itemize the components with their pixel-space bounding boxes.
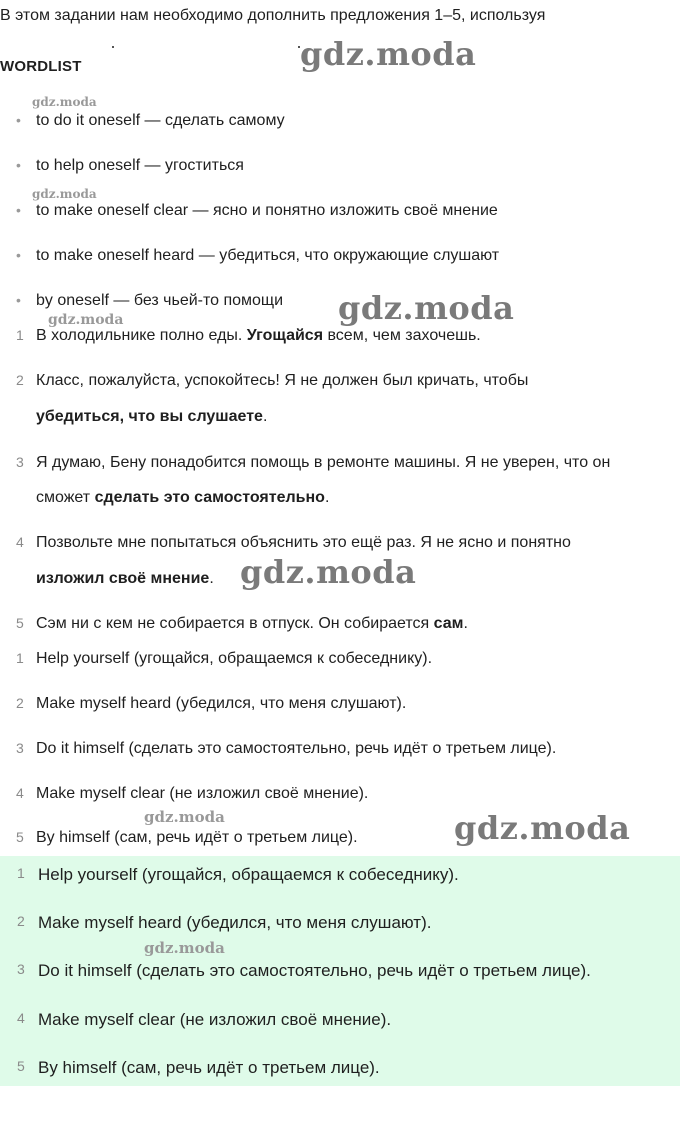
sentence-text: Класс, пожалуйста, успокойтесь! Я не должен был кричать, чтобы [36, 372, 529, 389]
bullet-icon: • [16, 112, 21, 128]
watermark: gdz.moda [144, 939, 225, 957]
watermark: gdz.moda [32, 187, 97, 201]
answer-number: 5 [17, 1058, 25, 1074]
sentence-text: В холодильнике полно еды. Угощайся всем, чем захочешь. [36, 327, 481, 344]
sentence-number: 4 [16, 534, 24, 550]
answer-text: Make myself clear (не изложил своё мнение). [38, 1010, 392, 1029]
watermark: gdz.moda [48, 312, 124, 328]
bullet-icon: • [16, 157, 21, 173]
sentence-number: 1 [16, 327, 24, 343]
answer-number: 1 [17, 865, 25, 881]
answer-text: By himself (сам, речь идёт о третьем лице). [38, 1058, 380, 1077]
answer-number: 1 [16, 650, 24, 666]
answer-text: Do it himself (сделать это самостоятельно, речь идёт о третьем лице). [38, 961, 591, 980]
answer-text: Help yourself (угощайся, обращаемся к собеседнику). [36, 650, 433, 667]
sentence-text: Сэм ни с кем не собирается в отпуск. Он собирается сам. [36, 615, 468, 632]
wordlist-heading: WORDLIST [0, 58, 82, 75]
answer-number: 5 [16, 829, 24, 845]
sentence-number: 2 [16, 372, 24, 388]
watermark: gdz.moda [144, 808, 225, 826]
watermark: gdz.moda [338, 289, 515, 327]
bullet-icon: • [16, 292, 21, 308]
bullet-icon: • [16, 247, 21, 263]
wordlist-item-text: to make oneself heard — убедиться, что окружающие слушают [36, 247, 500, 264]
watermark: gdz.moda [240, 553, 417, 591]
sentence-text: Позвольте мне попытаться объяснить это ещё раз. Я не ясно и понятно [36, 534, 571, 551]
watermark: gdz.moda [454, 809, 631, 847]
answer-number: 2 [17, 913, 25, 929]
answer-text: Make myself heard (убедился, что меня слушают). [38, 913, 432, 932]
answer-number: 3 [16, 740, 24, 756]
answer-text: Make myself heard (убедился, что меня слушают). [36, 695, 407, 712]
answer-text: Do it himself (сделать это самостоятельно, речь идёт о третьем лице). [36, 740, 557, 757]
answer-text: By himself (сам, речь идёт о третьем лице). [36, 829, 358, 846]
wordlist-item-text: by oneself — без чьей-то помощи [36, 292, 284, 309]
intro-text: В этом задании нам необходимо дополнить предложения 1–5, используя [0, 7, 546, 24]
wordlist-item-text: to help oneself — угоститься [36, 157, 244, 174]
sentence-number: 3 [16, 454, 24, 470]
watermark: gdz.moda [300, 35, 477, 73]
sentence-text: Я думаю, Бену понадобится помощь в ремонте машины. Я не уверен, что он [36, 454, 611, 471]
answer-text: Help yourself (угощайся, обращаемся к собеседнику). [38, 865, 459, 884]
sentence-text: изложил своё мнение. [36, 570, 214, 587]
sentence-text: сможет сделать это самостоятельно. [36, 489, 330, 506]
answer-text: Make myself clear (не изложил своё мнение). [36, 785, 369, 802]
wordlist-item-text: to make oneself clear — ясно и понятно изложить своё мнение [36, 202, 498, 219]
stray-dot [112, 46, 114, 48]
wordlist-item-text: to do it oneself — сделать самому [36, 112, 285, 129]
sentence-number: 5 [16, 615, 24, 631]
watermark: gdz.moda [32, 95, 97, 109]
answer-number: 3 [17, 961, 25, 977]
bullet-icon: • [16, 202, 21, 218]
answer-number: 4 [17, 1010, 25, 1026]
answer-number: 2 [16, 695, 24, 711]
sentence-text: убедиться, что вы слушаете. [36, 408, 268, 425]
answer-number: 4 [16, 785, 24, 801]
